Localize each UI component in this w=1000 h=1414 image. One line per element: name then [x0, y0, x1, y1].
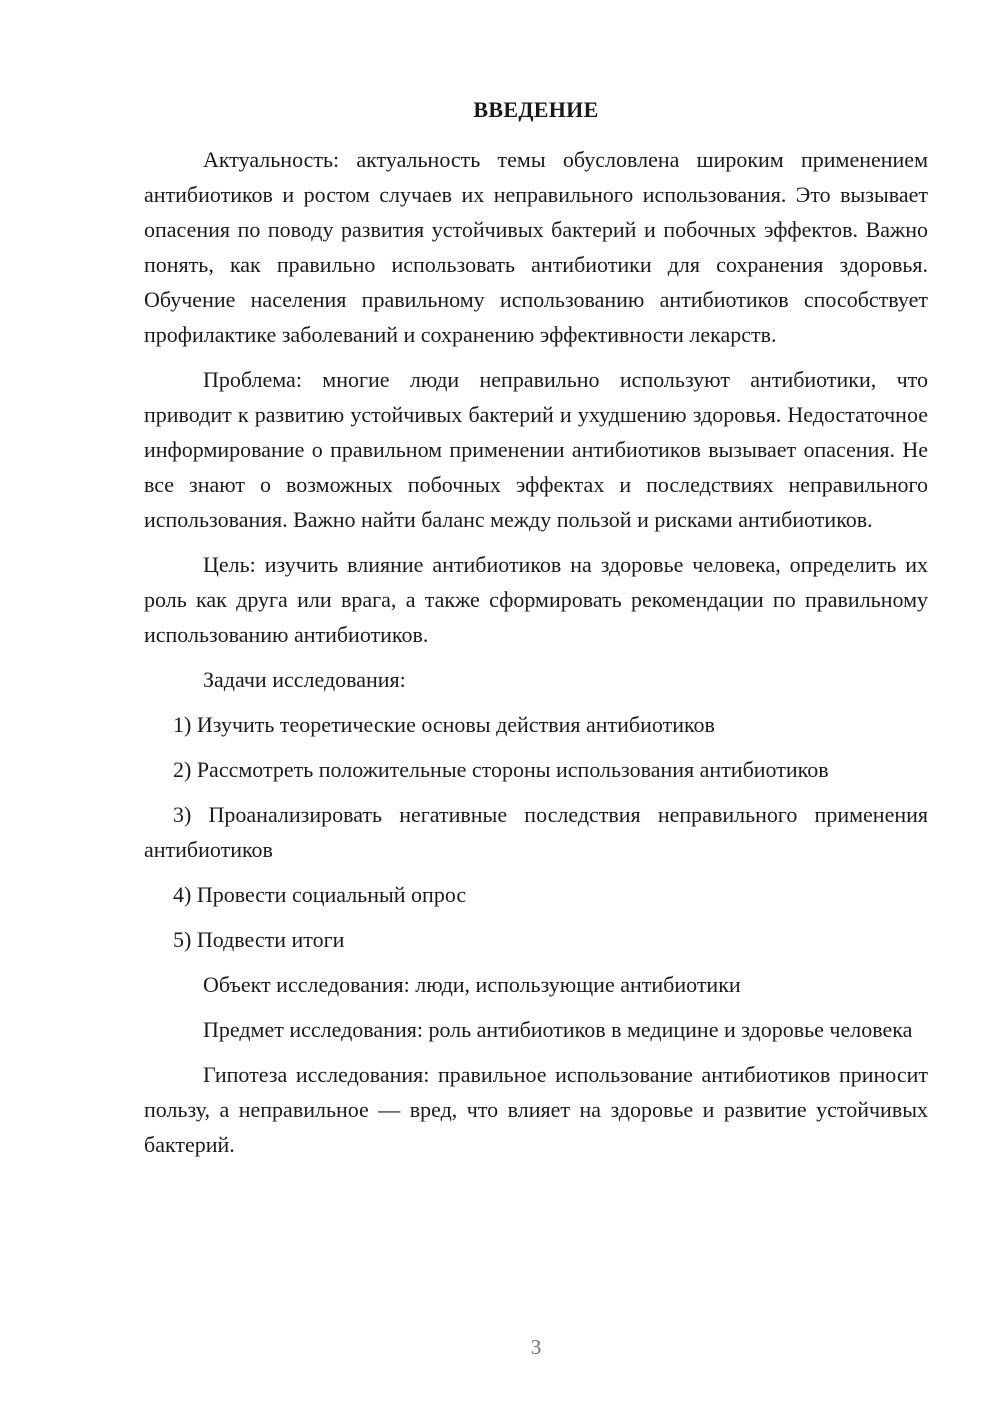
- object-paragraph: Объект исследования: люди, использующие антибиотики: [203, 972, 741, 997]
- task-item: 3) Проанализировать негативные последствия неправильного применения антибиотиков: [144, 802, 928, 862]
- page-number: 3: [530, 1335, 542, 1359]
- task-item: 2) Рассмотреть положительные стороны использования антибиотиков: [173, 757, 829, 782]
- hypothesis-paragraph: Гипотеза исследования: правильное использование антибиотиков приносит пользу, а неправильное — вред, что влияет на здоровье и развитие устойчивых бактерий.: [144, 1062, 928, 1157]
- task-item: 4) Провести социальный опрос: [173, 882, 467, 907]
- task-item: 1) Изучить теоретические основы действия антибиотиков: [173, 712, 715, 737]
- document-body: [144, 142, 928, 1172]
- goal-paragraph: Цель: изучить влияние антибиотиков на здоровье человека, определить их роль как друга или врага, а также сформировать рекомендации по правильному использованию антибиотиков.: [144, 552, 928, 647]
- tasks-heading: Задачи исследования:: [203, 667, 406, 692]
- task-item: 5) Подвести итоги: [173, 927, 345, 952]
- problem-paragraph: Проблема: многие люди неправильно используют антибиотики, что приводит к развитию устойчивых бактерий и ухудшению здоровья. Недостаточное информирование о правильном применении антибиотиков вызывает опасения. Не все знают о возможных побочных эффектах и последствиях неправильного использования. Важно найти баланс между пользой и рисками антибиотиков.: [144, 367, 928, 532]
- subject-paragraph: Предмет исследования: роль антибиотиков в медицине и здоровье человека: [203, 1017, 913, 1042]
- page-title: ВВЕДЕНИЕ: [473, 97, 599, 122]
- relevance-paragraph: Актуальность: актуальность темы обусловлена широким применением антибиотиков и ростом случаев их неправильного использования. Это вызывает опасения по поводу развития устойчивых бактерий и побочных эффектов. Важно понять, как правильно использовать антибиотики для сохранения здоровья. Обучение населения правильному использованию антибиотиков способствует профилактике заболеваний и сохранению эффективности лекарств.: [144, 147, 928, 347]
